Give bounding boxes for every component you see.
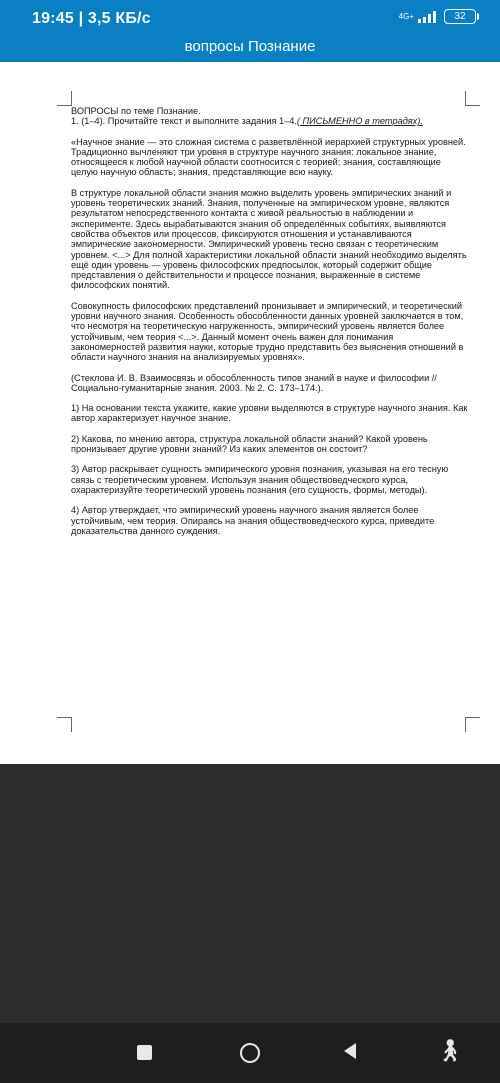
battery-icon: 32 — [444, 9, 476, 24]
document-content — [71, 106, 469, 546]
document-title: вопросы Познание — [184, 38, 316, 55]
status-indicators — [399, 9, 476, 24]
question-4: 4) Автор утверждает, что эмпирический уровень научного знания является более устойчивым, чем теория. Опираясь на знания обществоведческого курса, приведите доказательства данного суждения. — [71, 505, 435, 536]
question-1: 1) На основании текста укажите, какие уровни выделяются в структуре научного знания. Как автор характеризует научное знание. — [71, 403, 468, 424]
crop-mark-bottom-left — [57, 717, 72, 732]
paragraph-2: В структуре локальной области знания можно выделить уровень эмпирических знаний и уровень теоретических знаний. Знания, полученные на эмпирическом уровне, являются результатом непосредственного контакта с живой реальностью в наблюдении и эксперименте. Здесь вырабатываются знания об определённых событиях, выявляются свойства объектов или процессов, фиксируются отношения и устанавливаются эмпирические закономерности. Эмпирический уровень тесно связан с теоретическим уровнем. <...> Для полной характеристики локальной области знаний необходимо выделять ещё один уровень — уровень философских предпосылок, который содержит общие представления о действительности и процессе познания, выраженные в системе философских понятий. — [71, 187, 467, 291]
network-type: 4G+ — [398, 11, 414, 21]
task-intro-text: 1. (1–4). Прочитайте текст и выполните задания 1–4. — [71, 116, 297, 127]
accessibility-icon[interactable]: 🚶︎ — [436, 1038, 464, 1063]
document-title-bar — [0, 34, 500, 62]
source-citation: (Стеклова И. В. Взаимосвязь и обособленность типов знаний в науке и философии // Социально-гуманитарные знания. 2003. № 2. С. 173–174.). — [71, 372, 437, 393]
question-2: 2) Какова, по мнению автора, структура локальной области знаний? Какой уровень пронизывает другие уровни знаний? Из каких элементов он состоит? — [71, 433, 428, 455]
doc-heading: ВОПРОСЫ по теме Познание. — [71, 106, 201, 116]
paragraph-1: «Научное знание — это сложная система с разветвлённой иерархией структурных уровней. Традиционно вычленяют три уровня в структуре научного знания: локальное знание, относящееся к любой научной области соотносится с теорией; знания, составляющие целую научную область; знания, представляющие всю науку. — [71, 136, 466, 178]
task-note: ( ПИСЬМЕННО в тетрадях). — [296, 116, 423, 127]
crop-mark-top-right — [465, 91, 480, 106]
question-3: 3) Автор раскрывает сущность эмпирического уровня познания, указывая на его тесную связь с теоретическим уровнем. Используя знания обществоведческого курса, охарактеризуйте теоретический уровень познания (его сущность, формы, методы). — [71, 464, 449, 495]
recents-square-icon[interactable] — [137, 1045, 152, 1060]
task-intro — [71, 116, 469, 126]
crop-mark-bottom-right — [465, 717, 480, 732]
navigation-bar — [0, 1023, 500, 1083]
status-bar — [0, 0, 500, 34]
status-time: 19:45 | 3,5 КБ/с — [32, 10, 151, 27]
crop-mark-top-left — [57, 91, 72, 106]
home-circle-icon[interactable] — [240, 1043, 260, 1063]
document-page[interactable] — [0, 62, 500, 764]
paragraph-3: Совокупность философских представлений пронизывает и эмпирический, и теоретический уровни научного знания. Особенность обособленности данных уровней заключается в том, что несмотря на теоретическую нагруженность, эмпирический уровень является более устойчивым, чем теория <...>. Данный момент очень важен для понимания закономерностей развития науки, которые трудно представить без выяснения отношений в области научного знания на анализируемых уровнях». — [71, 300, 464, 363]
back-triangle-icon[interactable] — [344, 1043, 356, 1059]
signal-icon — [418, 11, 436, 23]
